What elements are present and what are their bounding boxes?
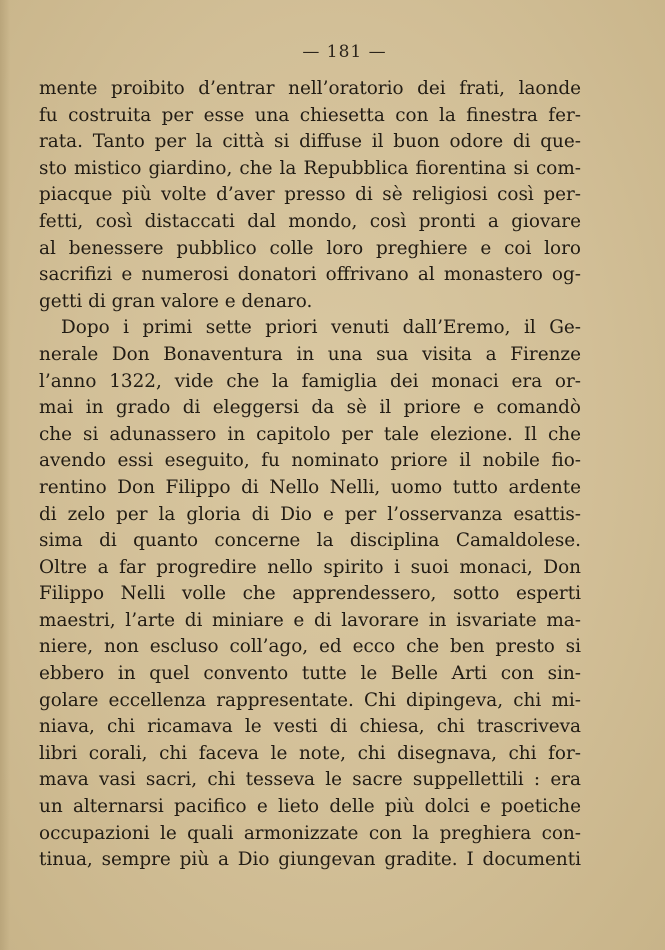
text-line: al benessere pubblico colle loro preghiere e coi loro (39, 237, 581, 259)
page-edge-shadow (0, 0, 10, 950)
text-line: sima di quanto concerne la disciplina Camaldolese. (39, 530, 581, 552)
body-text (39, 76, 581, 874)
text-line: fetti, così distaccati dal mondo, così pronti a giovare (39, 210, 581, 232)
text-line: tinua, sempre più a Dio giungevan gradite. I documenti (39, 849, 581, 871)
text-line: sacrifizi e numerosi donatori offrivano al monastero og- (39, 264, 581, 286)
text-line: maestri, l’arte di miniare e di lavorare in isvariate ma- (39, 609, 581, 631)
text-line: piacque più volte d’aver presso di sè religiosi così per- (39, 184, 581, 206)
text-line: rata. Tanto per la città si diffuse il buon odore di que- (39, 131, 581, 153)
text-line: mente proibito d’entrar nell’oratorio dei frati, laonde (39, 78, 581, 99)
text-line: l’anno 1322, vide che la famiglia dei monaci era or- (39, 370, 581, 392)
text-line: mava vasi sacri, chi tesseva le sacre suppellettili : era (39, 769, 581, 791)
text-line: nerale Don Bonaventura in una sua visita a Firenze (39, 343, 581, 365)
text-line: fu costruita per esse una chiesetta con la finestra fer- (39, 104, 581, 126)
text-line: niere, non escluso coll’ago, ed ecco che ben presto si (39, 636, 581, 658)
text-line: mai in grado di eleggersi da sè il priore e comandò (39, 397, 581, 419)
text-line: ebbero in quel convento tutte le Belle Arti con sin- (39, 663, 581, 685)
text-line: Dopo i primi sette priori venuti dall’Eremo, il Ge- (61, 317, 581, 339)
text-line: libri corali, chi faceva le note, chi disegnava, chi for- (39, 742, 581, 764)
text-line: Filippo Nelli volle che apprendessero, sotto esperti (39, 583, 581, 605)
text-line: getti di gran valore e denaro. (39, 290, 313, 312)
text-line: avendo essi eseguito, fu nominato priore il nobile fio- (39, 450, 581, 472)
text-line: occupazioni le quali armonizzate con la preghiera con- (39, 822, 581, 844)
text-line: rentino Don Filippo di Nello Nelli, uomo tutto ardente (39, 476, 581, 498)
text-line: che si adunassero in capitolo per tale elezione. Il che (39, 423, 581, 445)
text-line: sto mistico giardino, che la Repubblica fiorentina si com- (39, 157, 581, 179)
text-line: golare eccellenza rappresentate. Chi dipingeva, chi mi- (39, 689, 581, 711)
text-line: di zelo per la gloria di Dio e per l’osservanza esattis- (39, 503, 581, 525)
text-line: un alternarsi pacifico e lieto delle più dolci e poetiche (39, 796, 581, 818)
text-line: niava, chi ricamava le vesti di chiesa, chi trascriveva (39, 716, 581, 738)
text-line: Oltre a far progredire nello spirito i suoi monaci, Don (39, 556, 581, 578)
page-number: — 181 — (302, 42, 387, 62)
